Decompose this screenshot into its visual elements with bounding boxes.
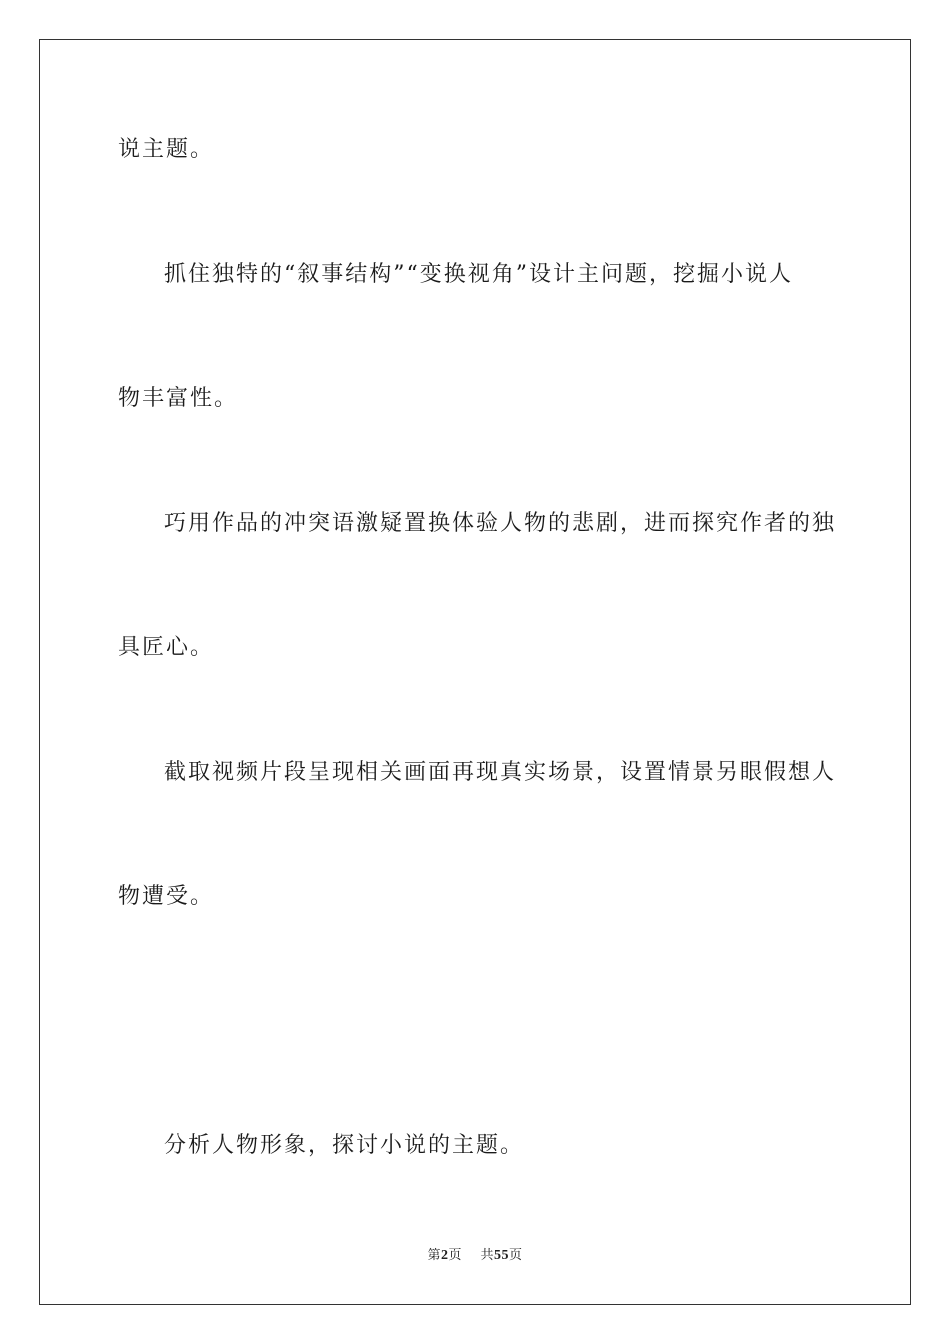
- paragraph-line-2: 抓住独特的“叙事结构”“变换视角”设计主问题，挖掘小说人: [164, 262, 793, 287]
- current-page-number: 2: [440, 1248, 449, 1263]
- paragraph-line-1: 说主题。: [118, 137, 215, 162]
- paragraph-line-8: 分析人物形象，探讨小说的主题。: [164, 1133, 525, 1158]
- paragraph-line-4: 巧用作品的冲突语激疑置换体验人物的悲剧，进而探究作者的独: [164, 511, 837, 536]
- paragraph-line-6: 截取视频片段呈现相关画面再现真实场景，设置情景另眼假想人: [164, 760, 837, 785]
- footer-total-suffix: 页: [509, 1248, 523, 1263]
- page-border: [39, 39, 911, 1305]
- footer-prefix: 第: [427, 1248, 441, 1263]
- paragraph-line-3: 物丰富性。: [118, 386, 239, 411]
- footer-total-prefix: 共: [480, 1248, 495, 1263]
- page-footer: [0, 1247, 950, 1265]
- total-pages-number: 55: [494, 1248, 510, 1263]
- paragraph-line-5: 具匠心。: [118, 635, 215, 660]
- paragraph-line-7: 物遭受。: [118, 884, 215, 909]
- footer-page-suffix: 页: [448, 1248, 462, 1263]
